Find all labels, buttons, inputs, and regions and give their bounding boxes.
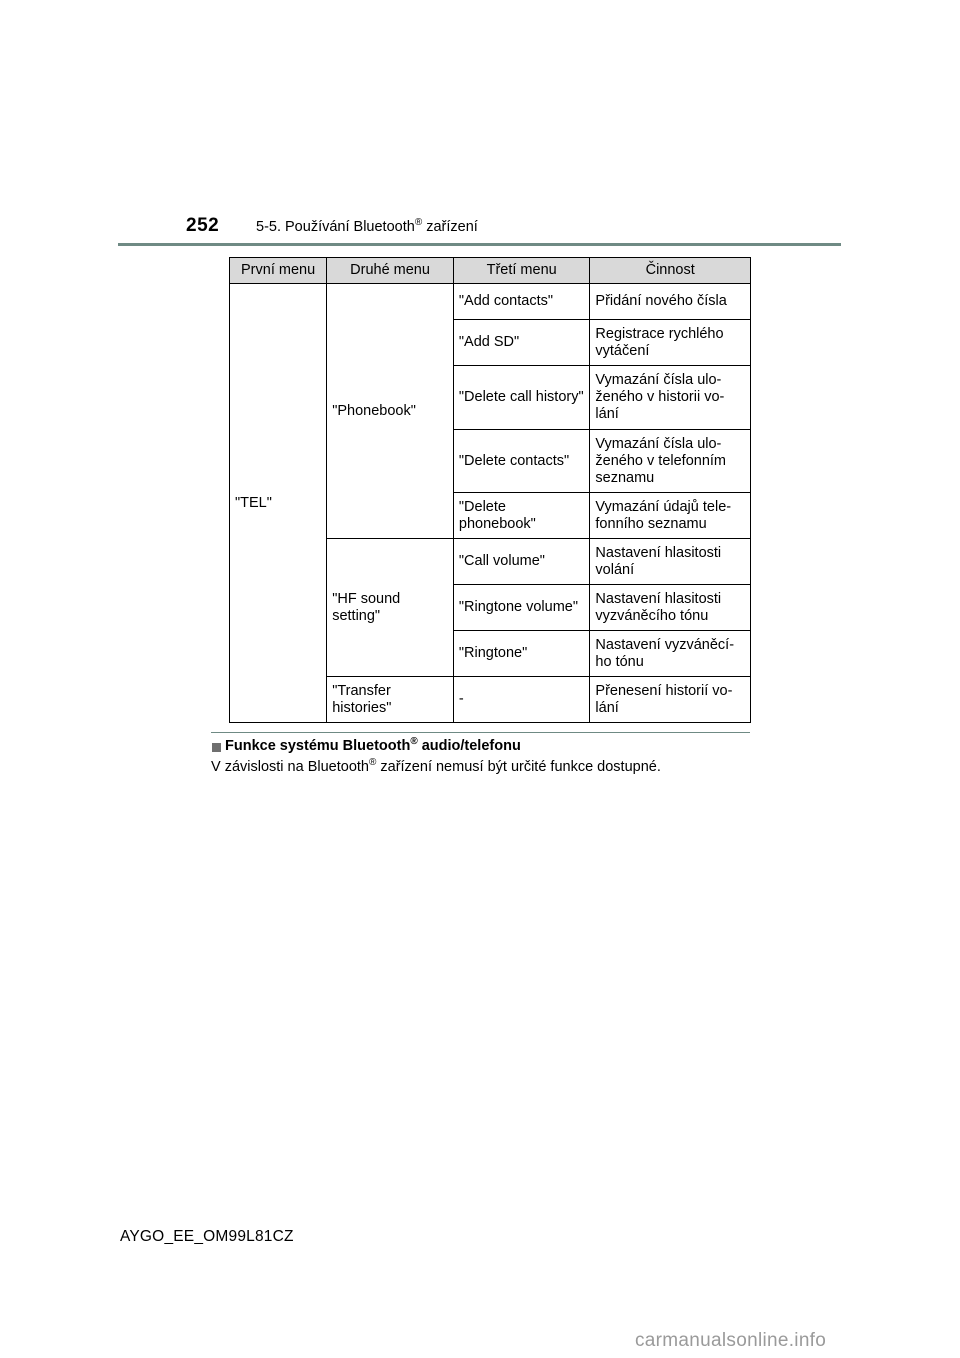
menu-table (229, 257, 751, 723)
table-header-row (230, 258, 751, 284)
section-title-suffix: zařízení (422, 219, 478, 235)
action-cell: Nastavení vyzváněcí-ho tónu (590, 631, 751, 677)
third-menu-cell: "Ringtone" (453, 631, 590, 677)
header-rule (118, 243, 841, 246)
registered-mark: ® (414, 217, 423, 229)
registered-mark: ® (368, 757, 377, 769)
footer-doc-code: AYGO_EE_OM99L81CZ (120, 1228, 294, 1245)
note-text-end: zařízení nemusí být určité funkce dostupné. (376, 759, 661, 775)
action-cell: Nastavení hlasitosti volání (590, 539, 751, 585)
note-text (211, 759, 661, 775)
action-cell: Přenesení historií vo-lání (590, 677, 751, 723)
third-menu-cell: "Add contacts" (453, 284, 590, 320)
action-cell: Vymazání čísla ulo-ženého v historii vo-lání (590, 366, 751, 430)
column-header: První menu (230, 258, 327, 284)
table-row (230, 284, 751, 320)
action-cell: Vymazání údajů tele-fonního seznamu (590, 493, 751, 539)
note-bullet-icon (212, 743, 221, 752)
third-menu-cell: "Ringtone volume" (453, 585, 590, 631)
third-menu-cell: "Call volume" (453, 539, 590, 585)
third-menu-cell: "Delete contacts" (453, 430, 590, 493)
section-title-text: 5-5. Používání Bluetooth (256, 219, 415, 235)
column-header: Třetí menu (453, 258, 590, 284)
action-cell: Nastavení hlasitosti vyzváněcího tónu (590, 585, 751, 631)
third-menu-cell: "Add SD" (453, 320, 590, 366)
section-title (256, 219, 478, 235)
column-header: Činnost (590, 258, 751, 284)
third-menu-cell: "Delete call history" (453, 366, 590, 430)
page-number: 252 (186, 215, 220, 236)
column-header: Druhé menu (327, 258, 454, 284)
second-menu-cell: "Phonebook" (327, 284, 454, 539)
watermark: carmanualsonline.info (635, 1330, 827, 1351)
action-cell: Přidání nového čísla (590, 284, 751, 320)
action-cell: Registrace rychlého vytáčení (590, 320, 751, 366)
registered-mark: ® (410, 736, 418, 748)
action-cell: Vymazání čísla ulo-ženého v telefonním seznamu (590, 430, 751, 493)
second-menu-cell: "HF sound setting" (327, 539, 454, 677)
note-rule (211, 732, 750, 733)
third-menu-cell: - (453, 677, 590, 723)
first-menu-cell: "TEL" (230, 284, 327, 723)
third-menu-cell: "Delete phonebook" (453, 493, 590, 539)
note-text-start: V závislosti na Bluetooth (211, 759, 369, 775)
note-heading (225, 738, 521, 754)
second-menu-cell: "Transfer histories" (327, 677, 454, 723)
note-heading-suffix: audio/telefonu (417, 738, 521, 754)
note-heading-text: Funkce systému Bluetooth (225, 738, 411, 754)
